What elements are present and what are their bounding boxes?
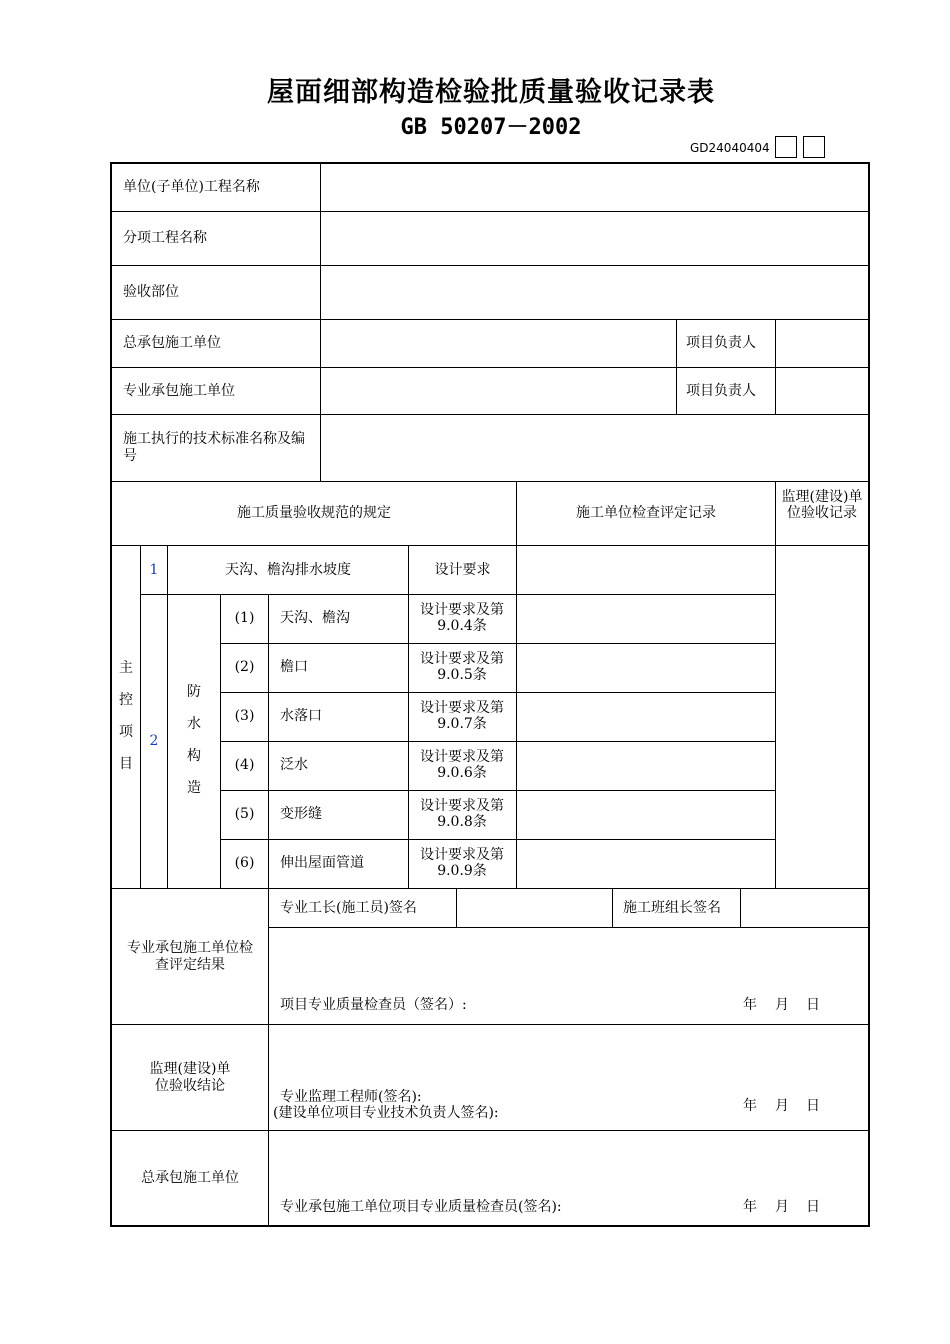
col-line [268, 888, 269, 1225]
sub-row-name: 天沟、檐沟 [280, 610, 350, 626]
col-line [456, 888, 457, 927]
part-field[interactable] [322, 267, 867, 318]
row-line [220, 692, 775, 693]
sub-row-name: 水落口 [280, 708, 322, 724]
row-line [140, 594, 775, 595]
standard-name-field[interactable] [322, 416, 867, 480]
special-contractor-field[interactable] [322, 369, 675, 413]
row-line [111, 1024, 869, 1025]
item-1-req: 设计要求 [434, 562, 491, 578]
row-line [220, 839, 775, 840]
item-2-no: 2 [149, 733, 159, 749]
col-line [320, 163, 321, 481]
standard-code: GB 50207－2002 [400, 115, 582, 140]
sub-row-record-field[interactable] [518, 645, 774, 691]
form-code-box-1[interactable] [775, 136, 797, 158]
date-year: 年 [743, 1098, 757, 1114]
supervision-conclusion-label: 监理(建设)单位验收结论 [149, 1061, 231, 1094]
border-right [868, 162, 870, 1227]
supervision-conclusion-field[interactable] [270, 1026, 867, 1086]
supervisor-sign-label: 专业监理工程师(签名): [280, 1089, 422, 1105]
col-line [676, 319, 677, 414]
general-contractor-label: 总承包施工单位 [123, 335, 221, 351]
col-line [612, 888, 613, 927]
sub-row-record-field[interactable] [518, 792, 774, 838]
item-2-group: 防水构造 [187, 684, 201, 796]
form-code: GD24040404 [690, 141, 770, 155]
row-line [220, 741, 775, 742]
special-contractor-label: 专业承包施工单位 [123, 383, 235, 399]
main-control-label: 主控项目 [119, 660, 133, 772]
general-sign-label: 专业承包施工单位项目专业质量检查员(签名): [280, 1199, 562, 1215]
sub-row-idx: (1) [234, 610, 255, 626]
sub-row-req: 设计要求及第9.0.8条 [420, 798, 504, 830]
general-contractor-footer-label: 总承包施工单位 [141, 1170, 239, 1186]
sub-row-idx: (2) [234, 659, 255, 675]
col-line [775, 319, 776, 414]
col-line [408, 545, 409, 888]
form-code-box-2[interactable] [803, 136, 825, 158]
sub-row-req: 设计要求及第9.0.5条 [420, 651, 504, 683]
border-bottom [110, 1225, 870, 1227]
row-line [268, 927, 869, 928]
col-line [167, 545, 168, 888]
general-contractor-field[interactable] [322, 321, 675, 366]
project-manager-field-2[interactable] [777, 369, 867, 413]
sub-row-name: 伸出屋面管道 [280, 855, 364, 871]
row-line [111, 414, 869, 415]
foreman-sign-label: 专业工长(施工员)签名 [280, 900, 417, 916]
project-manager-label-1: 项目负责人 [686, 335, 756, 351]
col-line [140, 545, 141, 888]
sub-row-idx: (6) [234, 855, 255, 871]
date-month: 月 [775, 997, 789, 1013]
sub-row-idx: (5) [234, 806, 255, 822]
sub-row-req: 设计要求及第9.0.7条 [420, 700, 504, 732]
page-title: 屋面细部构造检验批质量验收记录表 [267, 77, 715, 108]
date-month: 月 [775, 1098, 789, 1114]
project-manager-field-1[interactable] [777, 321, 867, 366]
sub-row-req: 设计要求及第9.0.4条 [420, 602, 504, 634]
inspector-sign-label: 项目专业质量检查员（签名）: [280, 997, 467, 1013]
foreman-sign-field[interactable] [458, 890, 611, 926]
row-line [111, 265, 869, 266]
row-line [220, 790, 775, 791]
col-header-supervision: 监理(建设)单位验收记录 [781, 489, 863, 521]
sub-row-record-field[interactable] [518, 596, 774, 642]
item-1-name: 天沟、檐沟排水坡度 [225, 562, 351, 578]
sub-result-field[interactable] [270, 929, 867, 989]
project-manager-label-2: 项目负责人 [686, 383, 756, 399]
date-day: 日 [806, 1199, 820, 1215]
date-day: 日 [806, 1098, 820, 1114]
general-contractor-footer-field[interactable] [270, 1132, 867, 1192]
sub-row-record-field[interactable] [518, 841, 774, 887]
owner-sign-label: (建设单位项目专业技术负责人签名): [273, 1105, 499, 1121]
col-line [516, 481, 517, 888]
row-line [111, 319, 869, 320]
row-line [111, 545, 869, 546]
col-line [268, 594, 269, 888]
row-line [111, 888, 869, 889]
sub-row-idx: (4) [234, 757, 255, 773]
row-line [111, 367, 869, 368]
col-line [775, 481, 776, 888]
subitem-name-label: 分项工程名称 [123, 230, 207, 246]
project-name-label: 单位(子单位)工程名称 [123, 179, 260, 195]
date-year: 年 [743, 997, 757, 1013]
date-day: 日 [806, 997, 820, 1013]
item-1-no: 1 [149, 562, 159, 578]
row-line [111, 211, 869, 212]
row-line [220, 643, 775, 644]
sub-row-record-field[interactable] [518, 743, 774, 789]
part-label: 验收部位 [123, 284, 179, 300]
sub-row-idx: (3) [234, 708, 255, 724]
sub-row-name: 泛水 [280, 757, 308, 773]
row-line [111, 1130, 869, 1131]
item-1-record-field[interactable] [518, 547, 774, 593]
date-year: 年 [743, 1199, 757, 1215]
col-line [220, 594, 221, 888]
project-name-field[interactable] [322, 164, 867, 210]
row-line [111, 481, 869, 482]
sub-row-req: 设计要求及第9.0.9条 [420, 847, 504, 879]
col-line [740, 888, 741, 927]
supervision-record-field[interactable] [777, 547, 867, 887]
sub-result-label: 专业承包施工单位检查评定结果 [127, 940, 253, 973]
team-leader-sign-label: 施工班组长签名 [623, 900, 721, 916]
subitem-name-field[interactable] [322, 213, 867, 264]
standard-name-label: 施工执行的技术标准名称及编号 [123, 431, 305, 464]
team-leader-sign-field[interactable] [742, 890, 867, 926]
sub-row-name: 变形缝 [280, 806, 322, 822]
date-month: 月 [775, 1199, 789, 1215]
sub-row-record-field[interactable] [518, 694, 774, 740]
sub-row-name: 檐口 [280, 659, 308, 675]
sub-row-req: 设计要求及第9.0.6条 [420, 749, 504, 781]
col-header-spec: 施工质量验收规范的规定 [237, 505, 391, 521]
col-header-record: 施工单位检查评定记录 [576, 505, 716, 521]
